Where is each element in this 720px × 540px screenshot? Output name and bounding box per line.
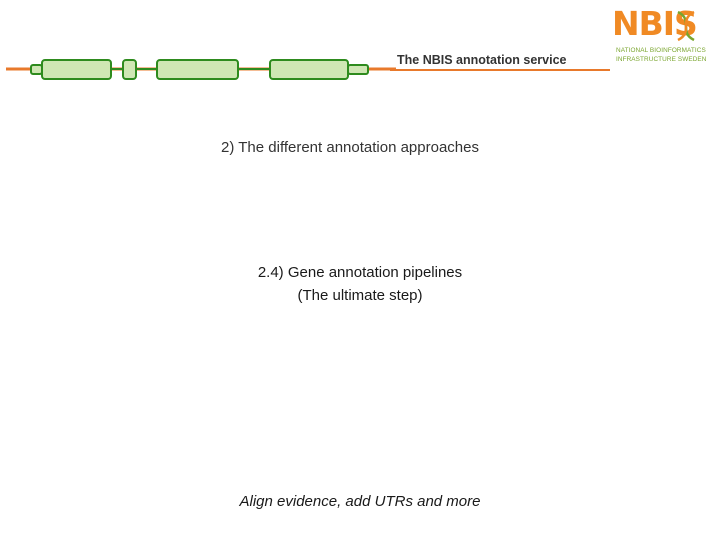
title-underline (390, 68, 610, 73)
subsection-line-2: (The ultimate step) (297, 287, 423, 304)
subsection-heading (0, 261, 720, 307)
exon (42, 60, 111, 79)
logo-line-2: INFRASTRUCTURE SWEDEN (616, 56, 707, 63)
gene-model-graphic (0, 52, 420, 92)
header-title: The NBIS annotation service (397, 53, 567, 67)
exon (157, 60, 238, 79)
logo-mark: NBIS (612, 4, 697, 43)
subsection-line-1: 2.4) Gene annotation pipelines (257, 264, 463, 281)
exon (123, 60, 136, 79)
exon (348, 65, 368, 74)
footer-note: Align evidence, add UTRs and more (239, 493, 481, 510)
section-title: 2) The different annotation approaches (221, 139, 479, 156)
exon (31, 65, 42, 74)
nbis-logo (612, 6, 716, 68)
logo-line-1: NATIONAL BIOINFORMATICS (616, 47, 706, 54)
exon (270, 60, 348, 79)
dna-helix-icon (674, 10, 698, 42)
